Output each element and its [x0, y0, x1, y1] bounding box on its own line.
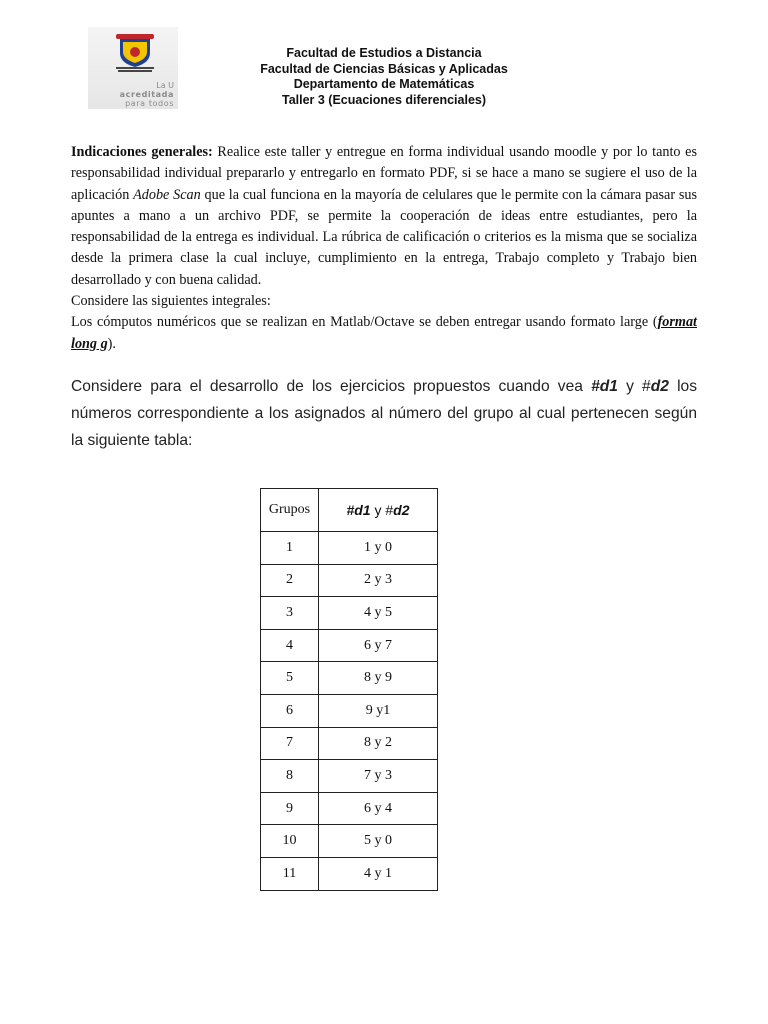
table-row	[261, 760, 438, 793]
group-cell: 2	[261, 564, 319, 597]
table-row	[261, 792, 438, 825]
group-cell: 1	[261, 532, 319, 565]
table-header-row	[261, 489, 438, 532]
consider-section	[71, 373, 697, 454]
table-row	[261, 825, 438, 858]
value-cell: 1 y 0	[319, 532, 438, 565]
general-instructions	[71, 142, 697, 355]
header-groups: Grupos	[261, 489, 319, 532]
logo-line-3: para todos	[125, 99, 174, 108]
value-cell: 9 y1	[319, 694, 438, 727]
group-cell: 3	[261, 597, 319, 630]
logo-line-2: acreditada	[119, 90, 174, 99]
integrals-line: Considere las siguientes integrales:	[71, 293, 271, 310]
instructions-label: Indicaciones generales:	[71, 144, 213, 160]
header-faculty-distance: Facultad de Estudios a Distancia	[286, 46, 482, 60]
value-cell: 2 y 3	[319, 564, 438, 597]
consider-text-3: los números correspondiente a los asignados al número del grupo al cual pertenecen según la siguiente tabla:	[71, 378, 697, 449]
instructions-text-1: Realice este taller y entregue en forma individual usando moodle y por lo tanto es responsabilidad individual prepararlo y entregarlo en formato PDF, si se hace a mano se sugiere el uso de la aplicación	[71, 144, 697, 203]
table-row	[261, 597, 438, 630]
group-cell: 6	[261, 694, 319, 727]
document-header	[190, 46, 578, 108]
instructions-text-2: que la cual funciona en la mayoría de celulares que le permite con la cámara pasar sus apuntes a mano a un archivo PDF, se permite la cooperación de ideas entre estudiantes, pero la responsabilidad de la entrega es individual. La rúbrica de calificación o criterios es la misma que se socializa desde la primera clase la cual incluye, cumplimiento en la entrega, Trabajo completo y Trabajo bien desarrollado y con buena calidad.	[71, 186, 697, 288]
header-d1: #d1	[346, 502, 371, 518]
table-row	[261, 629, 438, 662]
table-row	[261, 564, 438, 597]
group-cell: 5	[261, 662, 319, 695]
header-workshop-title: Taller 3 (Ecuaciones diferenciales)	[281, 92, 487, 107]
group-cell: 7	[261, 727, 319, 760]
format-command: format long g	[71, 314, 697, 352]
group-cell: 8	[261, 760, 319, 793]
d2-marker: d2	[650, 378, 669, 395]
value-cell: 4 y 5	[319, 597, 438, 630]
matlab-paragraph	[71, 312, 697, 355]
consider-text-2: y #	[617, 378, 651, 395]
consider-text-1: Considere para el desarrollo de los ejercicios propuestos cuando vea	[71, 378, 592, 395]
header-d-values	[319, 489, 438, 532]
value-cell: 8 y 2	[319, 727, 438, 760]
header-department: Departamento de Matemáticas	[293, 77, 475, 91]
logo-line-1: La U	[156, 81, 174, 90]
app-name: Adobe Scan	[133, 186, 201, 203]
matlab-text: Los cómputos numéricos que se realizan en Matlab/Octave se deben entregar usando formato large (	[71, 314, 658, 331]
table-row	[261, 662, 438, 695]
table-row	[261, 857, 438, 890]
matlab-close: ).	[107, 335, 116, 352]
instructions-paragraph	[71, 142, 697, 291]
groups-table	[260, 488, 438, 891]
value-cell: 8 y 9	[319, 662, 438, 695]
consider-paragraph	[71, 373, 697, 454]
value-cell: 5 y 0	[319, 825, 438, 858]
value-cell: 7 y 3	[319, 760, 438, 793]
group-cell: 10	[261, 825, 319, 858]
header-faculty-sciences: Facultad de Ciencias Básicas y Aplicadas	[260, 61, 508, 76]
header-d2: d2	[393, 502, 410, 518]
value-cell: 6 y 7	[319, 629, 438, 662]
table-row	[261, 727, 438, 760]
university-logo	[88, 27, 178, 109]
value-cell: 6 y 4	[319, 792, 438, 825]
d1-marker: #d1	[591, 378, 618, 395]
table-row	[261, 694, 438, 727]
header-mid: y #	[370, 502, 394, 518]
group-cell: 9	[261, 792, 319, 825]
table-row	[261, 532, 438, 565]
university-crest-icon	[108, 33, 162, 73]
value-cell: 4 y 1	[319, 857, 438, 890]
group-cell: 4	[261, 629, 319, 662]
group-cell: 11	[261, 857, 319, 890]
